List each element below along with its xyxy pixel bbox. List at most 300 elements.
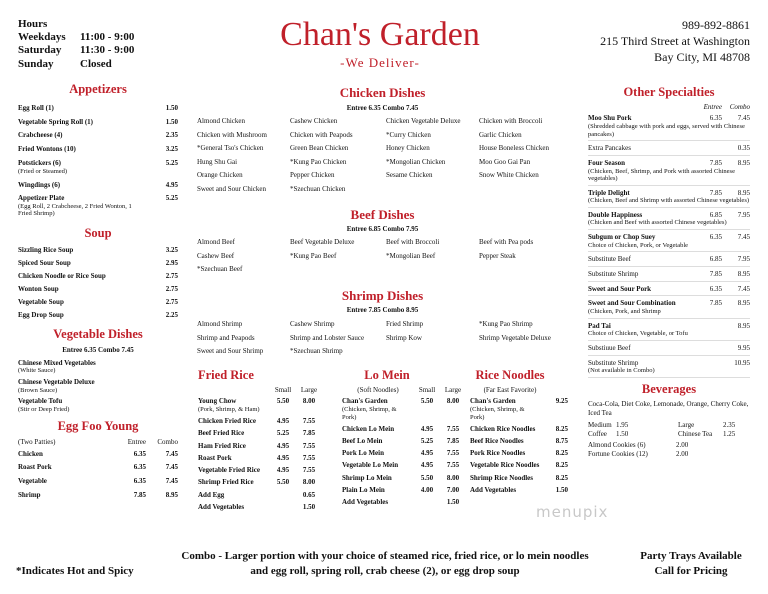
specialty-item — [588, 114, 750, 141]
item-name: Extra Pancakes — [588, 144, 631, 153]
item-row — [198, 478, 328, 487]
address-line-1: 215 Third Street at Washington — [600, 34, 750, 49]
chicken-item: *Mongolian Chicken — [386, 157, 446, 166]
egg-foo-young-item — [18, 463, 178, 472]
item-note: (Chicken, Shrimp, & Pork) — [470, 406, 525, 421]
restaurant-title: Chan's Garden — [280, 16, 480, 53]
item-combo: 7.95 — [737, 255, 750, 264]
appetizer-row — [18, 145, 178, 153]
appetizer-row — [18, 104, 178, 112]
item-row — [588, 114, 750, 123]
hours-row — [18, 44, 158, 57]
item-name: Plain Lo Mein — [342, 485, 385, 494]
soup-title: Soup — [84, 225, 112, 240]
item-note: Choice of Chicken, Pork, or Vegetable — [588, 241, 689, 249]
item-small: 4.95 — [276, 417, 290, 426]
item-large: 8.00 — [446, 397, 460, 406]
item-price: 9.25 — [555, 397, 568, 406]
item-row — [198, 491, 328, 500]
item-small: 5.25 — [420, 436, 434, 445]
specialty-item — [588, 211, 750, 230]
item-row — [198, 429, 328, 438]
item-name: Pork Rice Noodles — [470, 449, 526, 458]
item-row — [342, 397, 472, 406]
item-large: 7.55 — [446, 461, 460, 470]
item-row — [198, 397, 328, 406]
chicken-item: Hung Shu Gai — [197, 157, 238, 166]
soup-item — [18, 272, 178, 280]
lo-mein-title: Lo Mein — [364, 368, 410, 382]
item-row — [588, 299, 750, 308]
item-entree: 7.85 — [709, 299, 722, 308]
egg-foo-young-header — [18, 438, 178, 447]
chicken-item: Sweet and Sour Chicken — [197, 184, 267, 193]
item-note: (Chicken, Pork, and Shrimp — [588, 308, 661, 316]
item-row — [470, 486, 570, 495]
egg-foo-young-note: (Two Patties) — [18, 437, 56, 446]
item-name: Add Vegetables — [470, 485, 517, 494]
beef-item: Cashew Beef — [197, 251, 235, 260]
item-combo: 0.35 — [737, 144, 750, 153]
item-name: Beef Rice Noodles — [470, 436, 524, 445]
item-name: Beef Fried Rice — [198, 429, 245, 438]
left-column — [18, 82, 178, 505]
vegetable-item — [18, 378, 178, 394]
item-row — [198, 503, 328, 512]
item-row — [198, 417, 328, 426]
item-large: 7.85 — [302, 429, 316, 438]
item-row — [470, 397, 570, 406]
rice-noodles-item — [470, 474, 570, 483]
chicken-item: *Szechuan Chicken — [290, 184, 346, 193]
item-row — [588, 255, 750, 264]
item-price: 8.25 — [555, 473, 568, 482]
specialty-item — [588, 270, 750, 282]
soup-item — [18, 259, 178, 267]
appetizer-item — [18, 145, 178, 153]
item-name: Chicken Noodle or Rice Soup — [18, 272, 106, 281]
item-small: 4.95 — [276, 466, 290, 475]
item-name: Fortune Cookies (12) — [588, 450, 648, 459]
item-combo: 7.45 — [165, 477, 178, 486]
beef-item: Beef with Broccoli — [386, 238, 440, 246]
item-name: Chicken Rice Noodles — [470, 424, 536, 433]
item-large: 8.00 — [302, 478, 316, 487]
item-combo: 8.95 — [737, 188, 750, 197]
chicken-item: Chicken with Peapods — [290, 130, 353, 139]
tagline: -We Deliver- — [340, 55, 420, 71]
item-name: Chicken Fried Rice — [198, 417, 256, 426]
item-price: 8.25 — [555, 461, 568, 470]
chicken-item: Orange Chicken — [197, 171, 243, 179]
appetizer-item — [18, 181, 178, 189]
rice-noodles-item — [470, 461, 570, 470]
col-entree: Entree — [127, 437, 146, 446]
item-name: Wingdings (6) — [18, 180, 61, 189]
item-entree: 7.85 — [709, 158, 722, 167]
egg-foo-young-title: Egg Foo Young — [57, 419, 139, 434]
item-note: (White Sauce) — [18, 367, 56, 375]
hours-row — [18, 58, 158, 71]
chicken-item: Chicken with Mushroom — [197, 130, 267, 139]
item-small: 5.50 — [276, 478, 290, 487]
item-note: (Chicken, Beef, Shrimp, and Pork with assorted Chinese vegetables) — [588, 167, 735, 183]
item-row — [342, 449, 472, 458]
item-small — [270, 491, 296, 500]
item-name: Potstickers (6) — [18, 159, 61, 168]
appetizer-row — [18, 194, 178, 202]
item-combo: 7.45 — [737, 284, 750, 293]
lo_mein-item — [342, 474, 472, 483]
item-row — [342, 486, 472, 495]
beef-item: Beef with Pea pods — [479, 238, 534, 246]
item-entree: 6.35 — [709, 232, 722, 241]
appetizer-row — [18, 181, 178, 189]
shrimp-price-line: Entree 7.85 Combo 8.95 — [346, 306, 419, 315]
specialties-col-combo: Combo — [729, 102, 750, 111]
item-note: (Shredded cabbage with pork and eggs, served with Chinese pancakes) — [588, 123, 745, 138]
item-name: Spiced Sour Soup — [18, 259, 71, 268]
specialties-title: Other Specialties — [623, 85, 715, 99]
item-name: Appetizer Plate — [18, 194, 65, 203]
item-name: Ham Fried Rice — [198, 441, 246, 450]
item-entree: 7.85 — [709, 188, 722, 197]
item-name: Sweet and Sour Combination — [588, 299, 676, 308]
item-combo: 7.95 — [737, 210, 750, 219]
fried-rice-section — [198, 368, 328, 515]
fried-rice-small-label: Small — [274, 385, 292, 394]
item-combo: 8.95 — [737, 158, 750, 167]
beef-title: Beef Dishes — [350, 207, 415, 222]
beef-item: Pepper Steak — [479, 251, 516, 260]
party-line-1: Party Trays Available — [640, 550, 742, 562]
item-row — [588, 270, 750, 279]
item-note: (Stir or Deep Fried) — [18, 405, 70, 413]
appetizer-item — [18, 104, 178, 112]
item-price: 3.25 — [165, 145, 178, 154]
item-small — [414, 498, 440, 507]
item-price: 3.25 — [165, 246, 178, 255]
item-price: 2.35 — [165, 131, 178, 140]
item-row — [588, 285, 750, 294]
rice-noodles-section — [470, 368, 570, 498]
item-row — [588, 322, 750, 331]
specialty-item — [588, 322, 750, 341]
large-label: Large — [678, 420, 695, 429]
item-large: 7.55 — [446, 424, 460, 433]
item-price: 8.25 — [555, 449, 568, 458]
shrimp-section — [195, 288, 570, 360]
item-price: 2.95 — [165, 259, 178, 268]
specialty-item — [588, 359, 750, 378]
item-large: 7.55 — [302, 466, 316, 475]
item-large: 1.50 — [446, 498, 460, 507]
item-large: 7.55 — [302, 453, 316, 462]
item-small: 5.50 — [420, 473, 434, 482]
lo-mein-small-label: Small — [418, 385, 436, 394]
phone-number[interactable]: 989-892-8861 — [682, 18, 750, 32]
item-note: (Pork, Shrimp, & Ham) — [198, 406, 260, 414]
lo-mein-large-label: Large — [444, 385, 462, 394]
rice-noodles-item — [470, 425, 570, 434]
item-entree: 6.35 — [709, 284, 722, 293]
egg-foo-young-item — [18, 491, 178, 500]
item-entree: 6.35 — [709, 114, 722, 123]
vegetable-price-line: Entree 6.35 Combo 7.45 — [62, 345, 134, 354]
item-price: 2.00 — [676, 450, 689, 459]
medium-price: 1.95 — [616, 420, 629, 429]
beef-item: *Kung Pao Beef — [290, 251, 337, 260]
item-large: 7.55 — [302, 417, 316, 426]
rice-noodles-item — [470, 486, 570, 495]
item-name: Vegetable Rice Noodles — [470, 461, 540, 470]
chicken-item: Chicken with Broccoli — [479, 117, 543, 125]
chicken-item: Garlic Chicken — [479, 130, 522, 139]
fried_rice-item — [198, 417, 328, 426]
watermark: menupix — [536, 503, 609, 521]
item-small: 5.50 — [420, 397, 434, 406]
item-note: Choice of Chicken, Vegetable, or Tofu — [588, 330, 688, 338]
fried_rice-item — [198, 478, 328, 487]
tea-price: 1.25 — [723, 429, 736, 438]
chicken-price-line: Entree 6.35 Combo 7.45 — [346, 104, 419, 113]
specialty-item — [588, 285, 750, 297]
combo-line-2: and egg roll, spring roll, crab cheese (2), or egg drop soup — [250, 564, 520, 577]
item-name: Pork Lo Mein — [342, 449, 384, 458]
shrimp-item: *Szechuan Shrimp — [290, 347, 343, 355]
item-row — [588, 359, 750, 368]
item-large: 7.55 — [302, 441, 316, 450]
header — [240, 16, 520, 72]
item-price: 5.25 — [165, 194, 178, 203]
item-name: Moo Shu Pork — [588, 114, 632, 123]
item-name: Wonton Soup — [18, 285, 59, 294]
appetizer-item — [18, 194, 178, 217]
large-price: 2.35 — [723, 420, 736, 429]
hours-time: Closed — [80, 57, 112, 70]
appetizer-row — [18, 131, 178, 139]
item-large: 1.50 — [302, 502, 316, 511]
item-small — [270, 503, 296, 512]
item-row — [342, 437, 472, 446]
item-row — [588, 159, 750, 168]
beverage-row-1 — [588, 421, 750, 430]
item-price: 2.75 — [165, 285, 178, 294]
item-note: (Chicken, Shrimp, & Pork) — [342, 406, 397, 421]
appetizer-item — [18, 118, 178, 126]
item-entree — [696, 322, 722, 331]
col-combo: Combo — [157, 437, 178, 446]
item-row — [198, 442, 328, 451]
rice-noodles-item — [470, 437, 570, 446]
hours-block — [18, 18, 158, 71]
appetizer-item — [18, 131, 178, 139]
item-name: Substitute Shrimp — [588, 358, 639, 367]
shrimp-item: Almond Shrimp — [197, 320, 243, 328]
cookie-item — [588, 441, 750, 450]
chicken-item: Pepper Chicken — [290, 171, 335, 179]
item-combo: 7.45 — [165, 449, 178, 458]
item-name: Almond Cookies (6) — [588, 441, 646, 450]
item-note: (Brown Sauce) — [18, 386, 58, 394]
specialty-item — [588, 344, 750, 356]
item-row — [588, 144, 750, 153]
chicken-section — [195, 85, 570, 197]
vegetable-item — [18, 397, 178, 413]
rice-noodles-item — [470, 397, 570, 421]
item-name: Substitute Beef — [588, 255, 631, 264]
coffee-price: 1.50 — [616, 429, 629, 438]
soup-item — [18, 311, 178, 319]
item-name: Add Vegetables — [342, 498, 389, 507]
item-name: Shrimp Fried Rice — [198, 478, 254, 487]
specialty-item — [588, 255, 750, 267]
fried_rice-item — [198, 454, 328, 463]
item-entree: 7.85 — [709, 269, 722, 278]
fried_rice-item — [198, 442, 328, 451]
item-small: 5.50 — [276, 397, 290, 406]
party-trays — [630, 549, 752, 579]
item-name: Pad Tai — [588, 321, 611, 330]
item-note: (Not available in Combo) — [588, 367, 655, 375]
item-combo: 7.45 — [737, 114, 750, 123]
shrimp-item: Cashew Shrimp — [290, 320, 335, 328]
specialty-item — [588, 233, 750, 252]
item-combo: 8.95 — [737, 321, 750, 330]
shrimp-item: Fried Shrimp — [386, 320, 424, 328]
hours-time: 11:30 - 9:00 — [80, 44, 135, 57]
shrimp-item: Sweet and Sour Shrimp — [197, 347, 264, 355]
specialty-item — [588, 144, 750, 156]
item-combo: 7.45 — [165, 463, 178, 472]
item-row — [198, 454, 328, 463]
item-name: Shrimp — [18, 490, 41, 499]
chicken-item: House Boneless Chicken — [479, 144, 549, 152]
item-row — [342, 498, 472, 507]
item-large: 7.85 — [446, 436, 460, 445]
item-price: 8.25 — [555, 424, 568, 433]
item-name: Vegetable Fried Rice — [198, 466, 260, 475]
item-entree — [696, 144, 722, 153]
item-name: Roast Pork — [18, 463, 52, 472]
item-row — [342, 474, 472, 483]
lo_mein-item — [342, 486, 472, 495]
appetizer-item — [18, 159, 178, 175]
chicken-item: Honey Chicken — [386, 144, 430, 152]
item-name: Beef Lo Mein — [342, 436, 383, 445]
medium-label: Medium — [588, 420, 612, 429]
specialties-col-entree: Entree — [703, 102, 722, 111]
egg-foo-young-item — [18, 450, 178, 459]
item-note: (Egg Roll, 2 Crabcheese, 2 Fried Wonton, 1 Fried Shrimp) — [18, 202, 132, 218]
item-name: Add Egg — [198, 490, 225, 499]
item-name: Vegetable — [18, 477, 47, 486]
cookie-item — [588, 450, 750, 459]
rice-noodles-title: Rice Noodles — [475, 368, 545, 382]
item-name: Chicken — [18, 449, 43, 458]
beef-item: *Mongolian Beef — [386, 251, 436, 260]
item-price: 1.50 — [165, 103, 178, 112]
item-name: Chicken Lo Mein — [342, 424, 395, 433]
item-price: 2.00 — [676, 441, 689, 450]
soup-item — [18, 298, 178, 306]
lo-mein-subtitle: (Soft Noodles) — [357, 385, 399, 394]
item-row — [470, 425, 570, 434]
item-row — [470, 449, 570, 458]
chicken-item: Cashew Chicken — [290, 117, 338, 125]
item-row — [198, 466, 328, 475]
item-row — [342, 425, 472, 434]
item-note: (Chicken and Beef with assorted Chinese vegetables) — [588, 219, 727, 227]
party-line-2: Call for Pricing — [654, 564, 728, 577]
egg-foo-young-item — [18, 477, 178, 486]
item-name: Chan's Garden — [470, 397, 516, 406]
item-small: 4.95 — [276, 441, 290, 450]
hours-time: 11:00 - 9:00 — [80, 31, 135, 44]
item-name: Egg Roll (1) — [18, 103, 54, 112]
item-name: Vegetable Spring Roll (1) — [18, 117, 93, 126]
fried-rice-large-label: Large — [300, 385, 318, 394]
beef-section — [195, 207, 570, 278]
item-entree: 6.35 — [133, 477, 146, 486]
item-entree — [696, 344, 722, 353]
shrimp-item: Shrimp Vegetable Deluxe — [479, 333, 551, 342]
rice-noodles-subtitle: (Far East Favorite) — [483, 385, 537, 394]
appetizer-row — [18, 159, 178, 167]
specialty-item — [588, 189, 750, 208]
item-entree: 6.35 — [133, 449, 146, 458]
item-entree: 7.85 — [133, 490, 146, 499]
item-combo: 8.95 — [737, 299, 750, 308]
beef-price-line: Entree 6.85 Combo 7.95 — [346, 225, 419, 234]
shrimp-item: *Kung Pao Shrimp — [479, 320, 533, 328]
item-name: Vegetable Lo Mein — [342, 461, 399, 470]
soup-item — [18, 285, 178, 293]
beverages-title: Beverages — [641, 381, 697, 396]
item-name: Substitute Shrimp — [588, 269, 639, 278]
beverages-line: Coca-Cola, Diet Coke, Lemonade, Orange, Cherry Coke, Iced Tea — [588, 400, 749, 418]
item-price: 5.25 — [165, 159, 178, 168]
item-name: Four Season — [588, 158, 626, 167]
appetizer-row — [18, 118, 178, 126]
appetizers-title: Appetizers — [69, 82, 127, 96]
hours-day: Weekdays — [18, 31, 66, 44]
item-note: (Chicken, Beef and Shrimp with assorted Chinese vegetables) — [588, 197, 750, 205]
chicken-title: Chicken Dishes — [339, 85, 426, 100]
item-price: 1.50 — [165, 117, 178, 126]
item-name: Vegetable Tofu — [18, 397, 63, 406]
lo_mein-item — [342, 449, 472, 458]
item-combo: 8.95 — [165, 490, 178, 499]
item-entree: 6.85 — [709, 255, 722, 264]
item-row — [588, 211, 750, 220]
hours-day: Sunday — [18, 57, 54, 70]
chicken-item: *General Tso's Chicken — [197, 144, 264, 152]
item-name: Double Happiness — [588, 210, 643, 219]
item-small: 4.95 — [276, 453, 290, 462]
item-price: 1.50 — [555, 485, 568, 494]
item-name: Shrimp Lo Mein — [342, 473, 392, 482]
item-name: Subgum or Chop Suey — [588, 232, 656, 241]
item-large: 7.55 — [446, 449, 460, 458]
item-name: Young Chow — [198, 397, 237, 406]
fried_rice-item — [198, 397, 328, 413]
item-name: Substiuue Beef — [588, 343, 631, 352]
item-small: 4.00 — [420, 485, 434, 494]
item-row — [588, 189, 750, 198]
shrimp-item: Shrimp and Peapods — [197, 333, 255, 342]
beef-item: *Szechuan Beef — [197, 265, 243, 273]
